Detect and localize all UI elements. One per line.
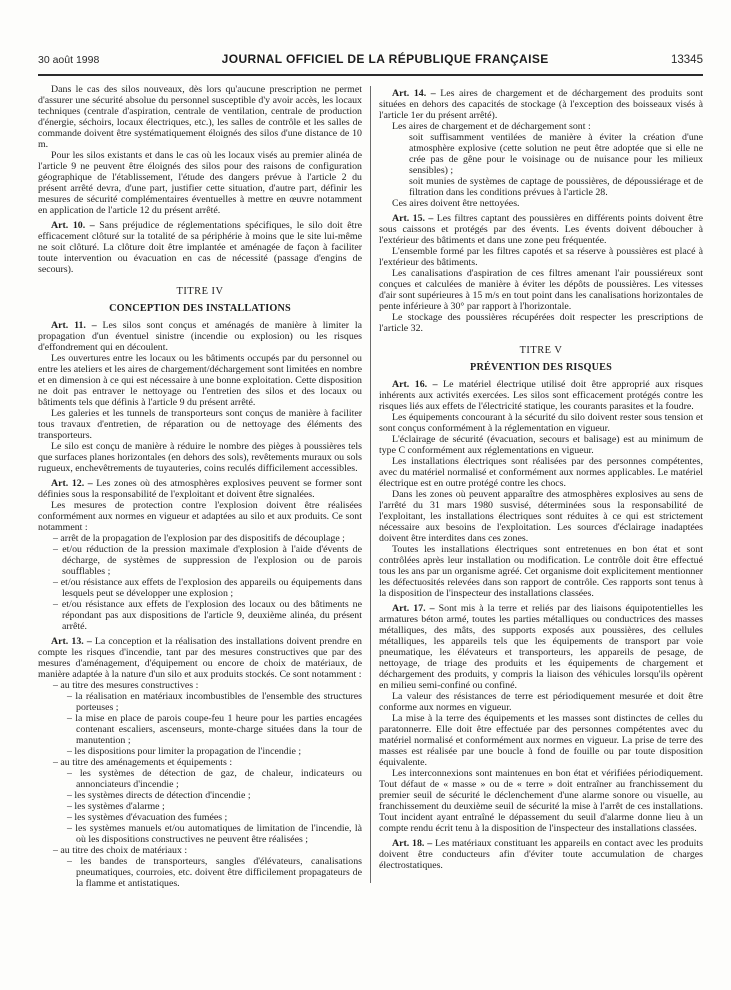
paragraph: Art. 18. – Les matériaux constituant les appareils en contact avec les produits doivent être conducteurs afin d'éviter toute accumulation de charges électrostatiques.: [379, 838, 703, 871]
paragraph: Art. 17. – Sont mis à la terre et reliés par des liaisons équipotentielles les armatures béton armé, toutes les parties métalliques ou conductrices des masses métalliques, des mâts, des supports exposés aux poussières, des cellules métalliques, les appareils tels que les équipements de transport par voie pneumatique, les élévateurs et transporteurs, les appareils de pesage, de nettoyage, de triage des produits et les équipements de chargement et déchargement des produits, y compris la liaison des véhicules lorsqu'ils opèrent en milieu semi-confiné ou confiné.: [379, 603, 703, 691]
article-number: Art. 14. –: [392, 88, 441, 99]
list-item: – les systèmes d'alarme ;: [67, 801, 165, 812]
list-item: – au titre des choix de matériaux :: [53, 845, 188, 856]
list-item: – les systèmes de détection de gaz, de chaleur, indicateurs ou annonciateurs d'incendie ;: [67, 768, 362, 790]
paragraph: Les équipements concourant à la sécurité du silo doivent rester sous tension et sont conçus conformément à la réglementation en vigueur.: [379, 412, 703, 434]
header-page-number: 13345: [671, 54, 703, 66]
header-rule: [38, 74, 703, 76]
list-item: – les dispositions pour limiter la propagation de l'incendie ;: [67, 746, 302, 757]
paragraph: L'ensemble formé par les filtres capotés et sa réserve à poussières est placé à l'extérieur des bâtiments.: [379, 246, 703, 268]
list-item: – la mise en place de parois coupe-feu 1 heure pour les parties encagées contenant escaliers, ascenseurs, monte-charge situées dans la tour de manutention ;: [67, 713, 362, 746]
paragraph: Art. 16. – Le matériel électrique utilisé doit être approprié aux risques inhérents aux activités exercées. Les silos sont efficacement protégés contre les risques liés aux effets de l'électricité statique, les courants parasites et la foudre.: [379, 379, 703, 412]
left-column: [38, 84, 362, 889]
article-number: Art. 11. –: [51, 320, 103, 331]
paragraph: Les ouvertures entre les locaux ou les bâtiments occupés par du personnel ou entre les ateliers et les aires de chargement/déchargement sont limitées en nombre et en dimension à ce qui est nécessaire à une bonne exploitation. Cette disposition ne doit pas entraver le nettoyage ou l'entretien des silos et des locaux ou bâtiments tels que définis à l'article 9 du présent arrêté.: [38, 353, 362, 408]
list-item: – et/ou résistance aux effets de l'explosion des appareils ou équipements dans lesquels peut se développer une explosion ;: [53, 577, 362, 599]
two-column-body: [38, 84, 703, 889]
title-heading: TITRE V: [519, 345, 563, 356]
article-number: Art. 13. –: [51, 636, 95, 647]
header-title: JOURNAL OFFICIEL DE LA RÉPUBLIQUE FRANÇAISE: [221, 52, 549, 66]
paragraph: La mise à la terre des équipements et les masses sont distinctes de celles du paratonnerre. Elle doit être effectuée par des personnes compétentes avec du matériel normalisé et conformément aux normes en vigueur. La prise de terre des masses est réalisée par une boucle à fond de fouille ou par toute disposition équivalente.: [379, 713, 703, 768]
header-date: 30 août 1998: [38, 54, 100, 66]
article-number: Art. 17. –: [392, 603, 439, 614]
article-number: Art. 15. –: [392, 213, 437, 224]
paragraph: L'éclairage de sécurité (évacuation, secours et balisage) est au minimum de type C conformément aux réglementations en vigueur.: [379, 434, 703, 456]
page-header: [38, 54, 703, 66]
paragraph: Les mesures de protection contre l'explosion doivent être réalisées conformément aux normes en vigueur et adaptées au silo et aux produits. Ce sont notamment :: [38, 500, 362, 533]
list-item: – les systèmes manuels et/ou automatiques de limitation de l'incendie, là où les dispositions constructives ne peuvent être réalisées ;: [67, 823, 362, 845]
article-number: Art. 16. –: [392, 379, 444, 390]
article-number: Art. 12. –: [51, 478, 97, 489]
column-divider: [370, 86, 371, 883]
paragraph: soit suffisamment ventilées de manière à éviter la création d'une atmosphère explosive (cette solution ne peut être adoptée que si elle ne crée pas de gêne pour le voisinage ou de nuisance pour les milieux sensibles) ;: [409, 132, 703, 176]
paragraph: Art. 14. – Les aires de chargement et de déchargement des produits sont situées en dehors des capacités de stockage (à l'exception des boisseaux visés à l'article 1er du présent arrêté).: [379, 88, 703, 121]
right-column: [379, 84, 703, 889]
paragraph: Pour les silos existants et dans le cas où les locaux visés au premier alinéa de l'article 9 ne peuvent être éloignés des silos pour des raisons de configuration géographique de l'établissement, l'étude des dangers prévue à l'article 2 du présent arrêté devra, d'une part, justifier cette situation, d'autre part, définir les mesures de sécurité complémentaires éventuelles à mettre en œuvre notamment en application de l'article 12 du présent arrêté.: [38, 150, 362, 216]
paragraph: Art. 11. – Les silos sont conçus et aménagés de manière à limiter la propagation d'un éventuel sinistre (incendie ou explosion) ou les risques d'effondrement qui en découlent.: [38, 320, 362, 353]
paragraph: Dans le cas des silos nouveaux, dès lors qu'aucune prescription ne permet d'assurer une sécurité absolue du personnel susceptible d'y avoir accès, les locaux techniques (centrale d'aspiration, centrale de ventilation, centrale de production d'énergie, séchoirs, locaux électriques, etc.), les salles de contrôle et les salles de commande doivent être systématiquement éloignés des silos d'une distance de 10 m.: [38, 84, 362, 150]
title-heading: TITRE IV: [176, 286, 224, 297]
paragraph: Les galeries et les tunnels de transporteurs sont conçus de manière à faciliter tous travaux d'entretien, de réparation ou de nettoyage des éléments des transporteurs.: [38, 408, 362, 441]
list-item: – la réalisation en matériaux incombustibles de l'ensemble des structures porteuses ;: [67, 691, 362, 713]
paragraph: Les aires de chargement et de déchargement sont :: [392, 121, 591, 132]
paragraph: Dans les zones où peuvent apparaître des atmosphères explosives au sens de l'arrêté du 31 mars 1980 susvisé, déterminées sous la responsabilité de l'exploitant, les installations électriques sont réduites à ce qui est strictement nécessaire aux besoins de l'exploitation. Les sources d'éclairage inadaptées doivent être interdites dans ces zones.: [379, 489, 703, 544]
list-item: – les systèmes d'évacuation des fumées ;: [67, 812, 228, 823]
list-item: – et/ou réduction de la pression maximale d'explosion à l'aide d'évents de décharge, de systèmes de suppression de l'explosion ou de parois soufflables ;: [53, 544, 362, 577]
paragraph: Les canalisations d'aspiration de ces filtres amenant l'air poussiéreux sont conçues et calculées de manière à éviter les dépôts de poussières. Les vitesses d'air sont supérieures à 15 m/s en tout point dans les canalisations horizontales de pente inférieure à 30° par rapport à l'horizontale.: [379, 268, 703, 312]
paragraph: soit munies de systèmes de captage de poussières, de dépoussiérage et de filtration dans les conditions prévues à l'article 28.: [409, 176, 703, 198]
paragraph: Le silo est conçu de manière à réduire le nombre des pièges à poussières tels que surfaces planes horizontales (en dehors des sols), revêtements muraux ou sols rugueux, enchevêtrements de tuyauteries, coins reculés difficilement accessibles.: [38, 441, 362, 474]
paragraph: Les interconnexions sont maintenues en bon état et vérifiées périodiquement. Tout défaut de « masse » ou de « terre » doit entraîner au franchissement du premier seuil de sécurité le déclenchement d'une alarme sonore ou visuelle, au franchissement du deuxième seuil de sécurité la mise à l'arrêt de ces installations. Tout incident ayant entraîné le dépassement du seuil d'alarme donne lieu à un compte rendu écrit tenu à la disposition de l'inspecteur des installations classées.: [379, 768, 703, 834]
paragraph: Art. 13. – La conception et la réalisation des installations doivent prendre en compte les risques d'incendie, tant par des mesures constructives que par des mesures d'aménagement, d'équipement ou encore de choix de matériaux, de manière adaptée à la nature d'un silo et aux produits stockés. Ce sont notamment :: [38, 636, 362, 680]
list-item: – au titre des mesures constructives :: [53, 680, 199, 691]
article-number: Art. 18. –: [392, 838, 435, 849]
article-number: Art. 10. –: [51, 220, 100, 231]
paragraph: Art. 15. – Les filtres captant des poussières en différents points doivent être sous caissons et protégés par des évents. Les évents doivent déboucher à l'extérieur des bâtiments et dans une zone peu fréquentée.: [379, 213, 703, 246]
paragraph: Le stockage des poussières récupérées doit respecter les prescriptions de l'article 32.: [379, 312, 703, 334]
list-item: – les bandes de transporteurs, sangles d'élévateurs, canalisations pneumatiques, courroies, etc. doivent être difficilement propagateurs de la flamme et antistatiques.: [67, 856, 362, 889]
list-item: – les systèmes directs de détection d'incendie ;: [67, 790, 251, 801]
section-heading: CONCEPTION DES INSTALLATIONS: [109, 303, 291, 314]
list-item: – et/ou résistance aux effets de l'explosion des locaux ou des bâtiments ne répondant pas aux dispositions de l'article 9, deuxième alinéa, du présent arrêté.: [53, 599, 362, 632]
paragraph: Les installations électriques sont réalisées par des personnes compétentes, avec du matériel normalisé et conformément aux normes applicables. Le matériel électrique est en outre protégé contre les chocs.: [379, 456, 703, 489]
paragraph: Art. 12. – Les zones où des atmosphères explosives peuvent se former sont définies sous la responsabilité de l'exploitant et doivent être signalées.: [38, 478, 362, 500]
paragraph: Art. 10. – Sans préjudice de réglementations spécifiques, le silo doit être efficacement clôturé sur la totalité de sa périphérie à moins que le site lui-même ne soit clôturé. La clôture doit être implantée et aménagée de façon à faciliter toute intervention ou évacuation en cas de nécessité (passage d'engins de secours).: [38, 220, 362, 275]
list-item: – au titre des aménagements et équipements :: [53, 757, 233, 768]
paragraph: Ces aires doivent être nettoyées.: [392, 198, 520, 209]
paragraph: La valeur des résistances de terre est périodiquement mesurée et doit être conforme aux normes en vigueur.: [379, 691, 703, 713]
section-heading: PRÉVENTION DES RISQUES: [470, 362, 612, 373]
paragraph: Toutes les installations électriques sont entretenues en bon état et sont contrôlées après leur installation ou modification. Le contrôle doit être effectué tous les ans par un organisme agréé. Cet organisme doit explicitement mentionner les défectuosités relevées dans son rapport de contrôle. Ces rapports sont tenus à la disposition de l'inspecteur des installations classées.: [379, 544, 703, 599]
list-item: – arrêt de la propagation de l'explosion par des dispositifs de découplage ;: [53, 533, 345, 544]
